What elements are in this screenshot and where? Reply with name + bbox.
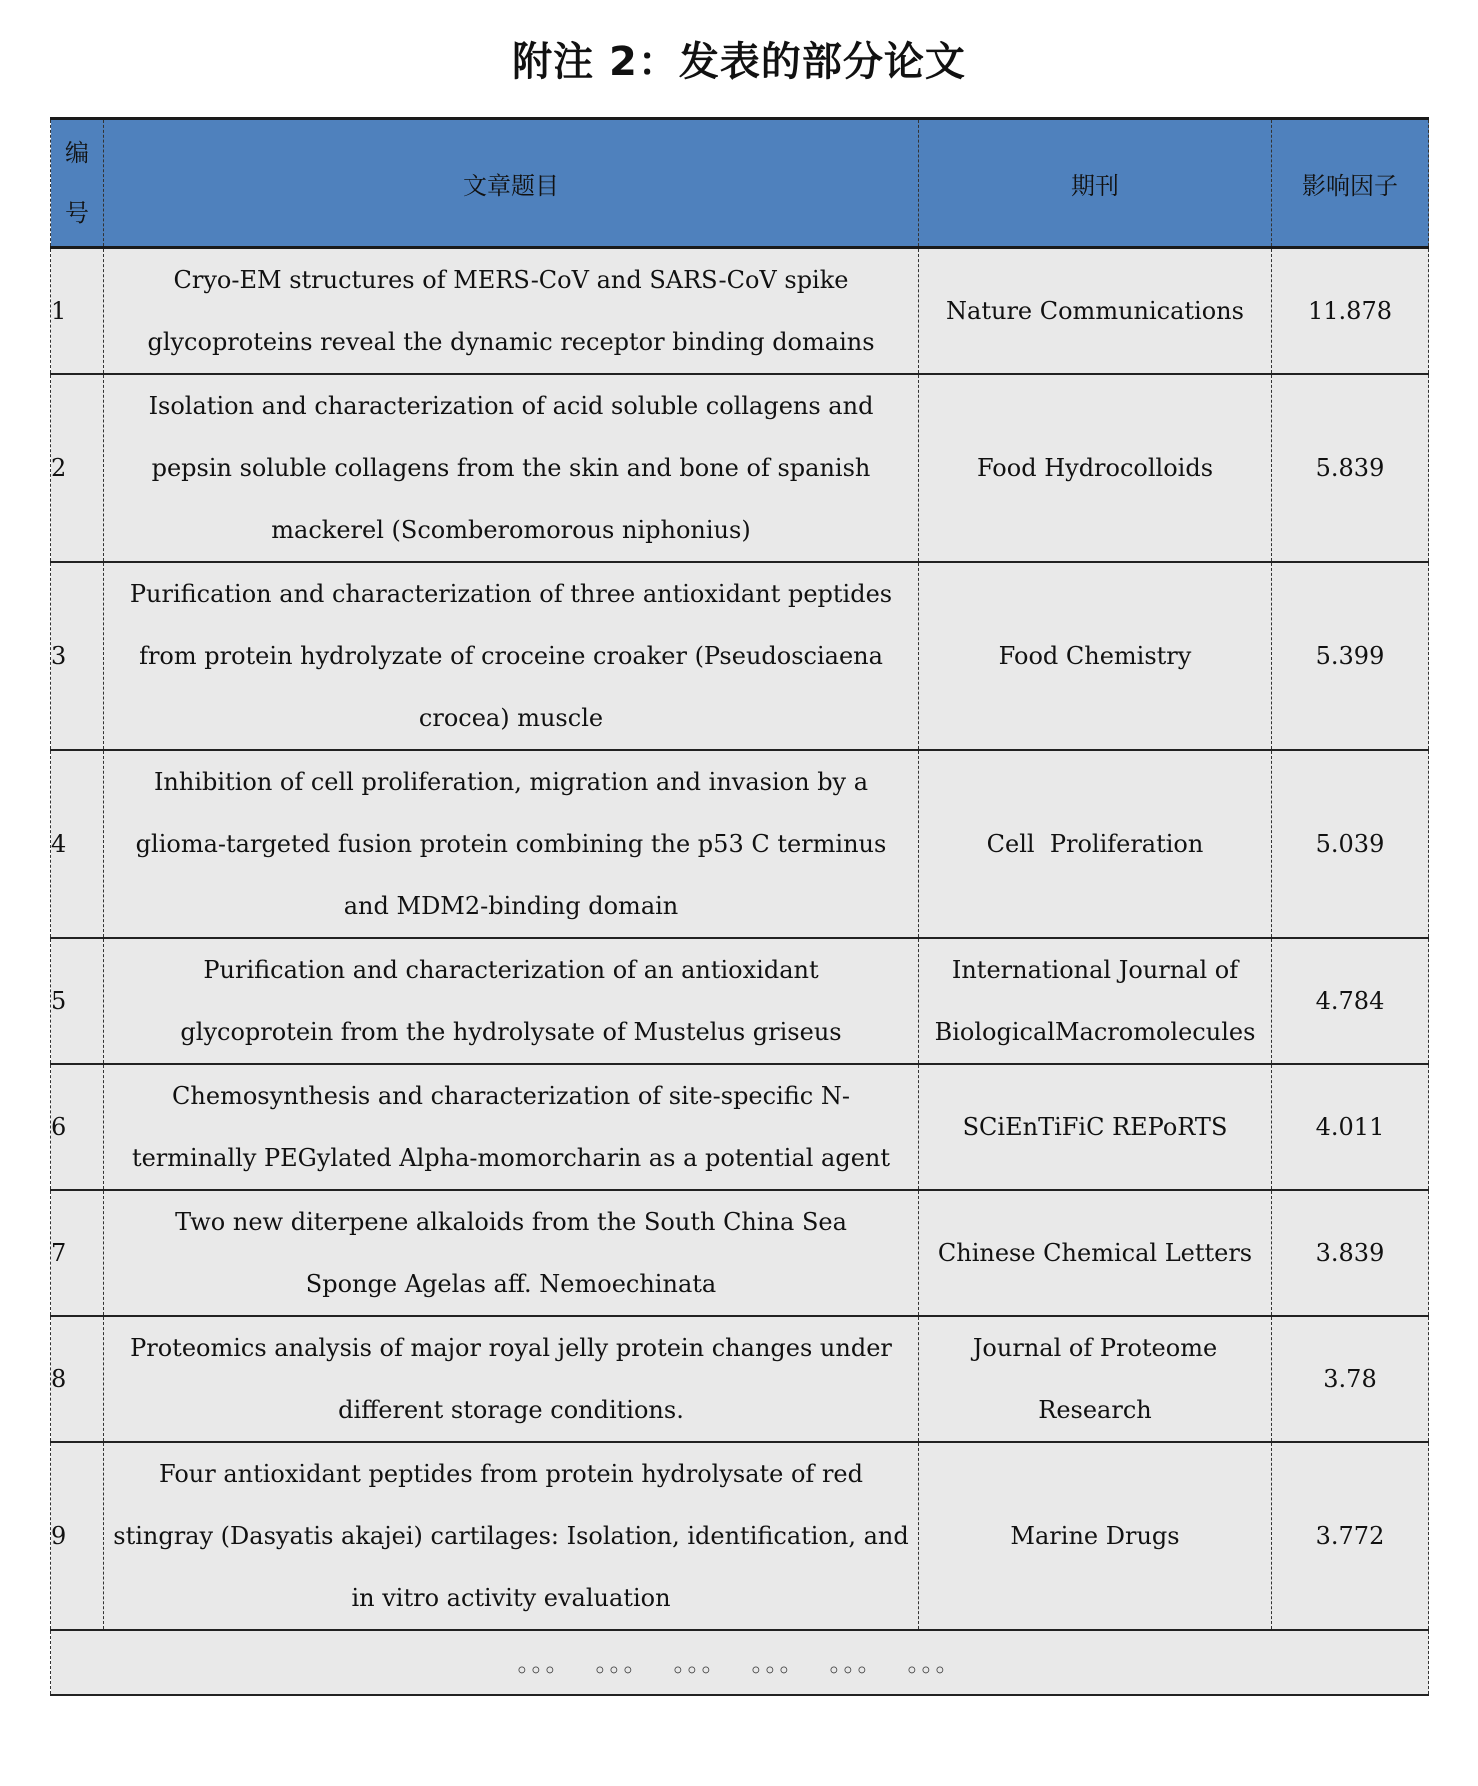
impact-factor: 3.78 — [1272, 1316, 1429, 1442]
article-title: Cryo-EM structures of MERS-CoV and SARS-CoV spike glycoproteins reveal the dynamic receptor binding domains — [104, 248, 919, 375]
impact-factor: 3.772 — [1272, 1442, 1429, 1630]
header-title: 文章题目 — [104, 119, 919, 248]
header-number-line-1: 编 — [65, 139, 89, 167]
table-row — [51, 1064, 1429, 1190]
page-title: 附注 2：发表的部分论文 — [512, 39, 966, 85]
table-header-row — [51, 119, 1429, 248]
article-title: Four antioxidant peptides from protein hydrolysate of red stingray (Dasyatis akajei) cartilages: Isolation, identification, and in vitro activity evaluation — [104, 1442, 919, 1630]
ellipsis-mark: 。。。 — [751, 1648, 794, 1677]
table-row — [51, 1442, 1429, 1630]
article-title: Proteomics analysis of major royal jelly protein changes under different storage conditions. — [104, 1316, 919, 1442]
journal-name: Marine Drugs — [919, 1442, 1272, 1630]
ellipsis-mark: 。。。 — [829, 1648, 872, 1677]
table-row — [51, 750, 1429, 938]
table-row — [51, 938, 1429, 1064]
ellipsis-mark: 。。。 — [517, 1648, 560, 1677]
journal-name: Food Chemistry — [919, 562, 1272, 750]
row-number: 2 — [51, 374, 104, 562]
table-row — [51, 562, 1429, 750]
row-number: 4 — [51, 750, 104, 938]
table-row — [51, 1316, 1429, 1442]
table-row — [51, 374, 1429, 562]
article-title: Purification and characterization of an antioxidant glycoprotein from the hydrolysate of Mustelus griseus — [104, 938, 919, 1064]
impact-factor: 3.839 — [1272, 1190, 1429, 1316]
header-number — [51, 119, 104, 248]
ellipsis-mark: 。。。 — [907, 1648, 962, 1677]
header-number-line-2: 号 — [65, 199, 89, 227]
journal-name: Food Hydrocolloids — [919, 374, 1272, 562]
ellipsis-mark: 。。。 — [673, 1648, 716, 1677]
article-title: Chemosynthesis and characterization of site-specific N-terminally PEGylated Alpha-momorcharin as a potential agent — [104, 1064, 919, 1190]
ellipsis-row — [51, 1630, 1429, 1695]
impact-factor: 5.839 — [1272, 374, 1429, 562]
impact-factor: 4.784 — [1272, 938, 1429, 1064]
header-impact-factor: 影响因子 — [1272, 119, 1429, 248]
journal-name: International Journal of BiologicalMacromolecules — [919, 938, 1272, 1064]
header-journal: 期刊 — [919, 119, 1272, 248]
impact-factor: 5.399 — [1272, 562, 1429, 750]
table-row — [51, 248, 1429, 375]
row-number: 9 — [51, 1442, 104, 1630]
impact-factor: 4.011 — [1272, 1064, 1429, 1190]
row-number: 8 — [51, 1316, 104, 1442]
article-title: Isolation and characterization of acid soluble collagens and pepsin soluble collagens from the skin and bone of spanish mackerel (Scomberomorous niphonius) — [104, 374, 919, 562]
impact-factor: 11.878 — [1272, 248, 1429, 375]
ellipsis-cell — [51, 1630, 1429, 1695]
impact-factor: 5.039 — [1272, 750, 1429, 938]
journal-name: Journal of Proteome Research — [919, 1316, 1272, 1442]
row-number: 5 — [51, 938, 104, 1064]
row-number: 3 — [51, 562, 104, 750]
journal-name: Cell Proliferation — [919, 750, 1272, 938]
row-number: 1 — [51, 248, 104, 375]
row-number: 6 — [51, 1064, 104, 1190]
row-number: 7 — [51, 1190, 104, 1316]
journal-name: Chinese Chemical Letters — [919, 1190, 1272, 1316]
table-row — [51, 1190, 1429, 1316]
ellipsis-mark: 。。。 — [595, 1648, 638, 1677]
article-title: Inhibition of cell proliferation, migration and invasion by a glioma-targeted fusion protein combining the p53 C terminus and MDM2-binding domain — [104, 750, 919, 938]
journal-name: SCiEnTiFiC REPoRTS — [919, 1064, 1272, 1190]
article-title: Purification and characterization of three antioxidant peptides from protein hydrolyzate of croceine croaker (Pseudosciaena crocea) muscle — [104, 562, 919, 750]
article-title: Two new diterpene alkaloids from the South China Sea Sponge Agelas aff. Nemoechinata — [104, 1190, 919, 1316]
publications-table — [50, 117, 1429, 1696]
journal-name: Nature Communications — [919, 248, 1272, 375]
